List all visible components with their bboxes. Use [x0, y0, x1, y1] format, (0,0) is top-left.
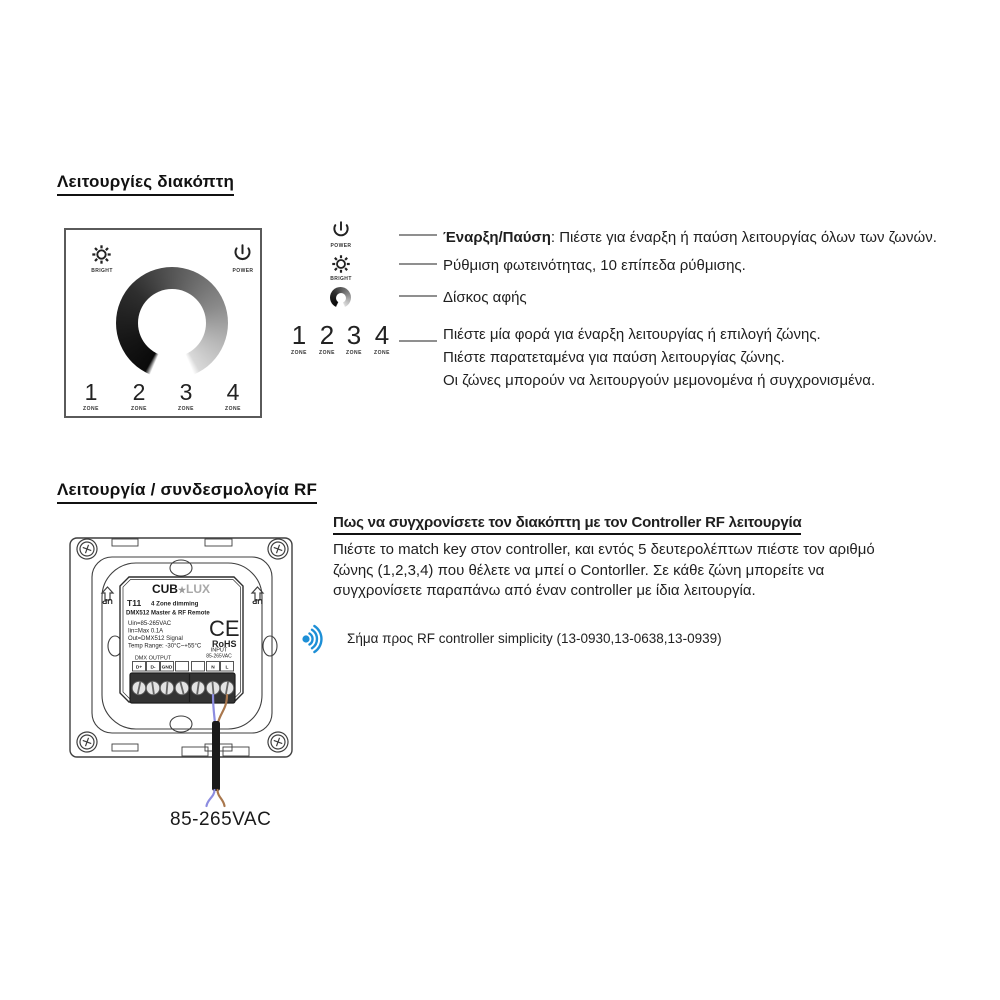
mount-hole-bottom: [170, 716, 192, 732]
legend-zone-4: 4 ZONE: [374, 320, 390, 356]
power-wires: [207, 695, 228, 806]
rf-signal-text: Σήμα προς RF controller simplicity (13-0930,13-0638,13-0939): [347, 631, 722, 646]
rf-sync-heading: Πως να συγχρονίσετε τον διακόπτη με τον Controller RF λειτουργία: [333, 514, 801, 535]
brightness-icon: [91, 244, 112, 265]
legend-bright-label: BRIGHT: [330, 276, 352, 282]
legend-power-label: POWER: [330, 243, 352, 249]
mount-hole-top: [170, 560, 192, 576]
svg-text:D-: D-: [150, 665, 156, 671]
spec-uin: Uin=85-265VAC: [128, 621, 172, 627]
legend-text-zone-3: Οι ζώνες μπορούν να λειτουργούν μεμονομένα ή συγχρονισμένα.: [443, 372, 876, 389]
svg-text:UP: UP: [252, 597, 263, 606]
power-icon: [232, 244, 253, 265]
input-voltage-label: 85-265VAC: [206, 653, 232, 660]
panel-zone-1: 1 ZONE: [83, 379, 99, 412]
connector-line: [399, 234, 437, 236]
ce-mark: CE: [209, 616, 240, 641]
legend-zone-3: 3 ZONE: [346, 320, 362, 356]
rohs-mark: RoHS: [212, 639, 237, 649]
legend-brightness-icon: [331, 254, 351, 274]
legend-text-power: Έναρξη/Παύση: Πιέστε για έναρξη ή παύση λειτουργίας όλων των ζωνών.: [443, 229, 937, 246]
dmx-output-label: DMX OUTPUT: [134, 655, 172, 662]
power-icon-label: POWER: [232, 268, 254, 274]
svg-text:GND: GND: [161, 665, 173, 671]
svg-text:UP: UP: [102, 597, 113, 606]
power-cable: [212, 721, 220, 791]
panel-zone-4: 4 ZONE: [225, 379, 241, 412]
brightness-icon-label: BRIGHT: [91, 268, 113, 274]
live-wire-tip: [218, 790, 225, 806]
device-subtitle: DMX512 Master & RF Remote: [126, 610, 210, 617]
legend-text-disc: Δίσκος αφής: [443, 289, 527, 306]
legend-zone-1: 1 ZONE: [291, 320, 307, 356]
neutral-wire-tip: [207, 790, 215, 806]
connector-line: [399, 263, 437, 265]
rf-body-line-2: ζώνης (1,2,3,4) που θέλετε να μπεί ο Contorller. Σε κάθε ζώνη μπορείτε να: [333, 561, 825, 579]
input-label: INPUT: [210, 647, 228, 654]
panel-zone-3: 3 ZONE: [178, 379, 194, 412]
spec-temp: Temp Range: -30°C~+55°C: [128, 643, 202, 650]
legend-zone-2: 2 ZONE: [319, 320, 335, 356]
legend-touch-disc-icon: [330, 287, 351, 308]
device-back-diagram: [62, 533, 302, 818]
model-desc: 4 Zone dimming: [151, 600, 199, 608]
spec-iin: Iin=Max 0.1A: [128, 628, 164, 635]
brand-logo: CUB★LUX: [151, 582, 211, 596]
mains-voltage-label: 85-265VAC: [170, 809, 272, 830]
legend-text-zone-2: Πιέστε παρατεταμένα για παύση λειτουργίας ζώνης.: [443, 349, 785, 366]
spec-out: Out=DMX512 Signal: [128, 636, 183, 642]
rf-body-line-1: Πιέστε το match key στον controller, και εντός 5 δευτερολέπτων πιέστε τον αριθμό: [333, 541, 875, 558]
rf-body-line-3: συγχρονίσετε παραπάνω από έναν controller με ίδια λειτουργία.: [333, 582, 756, 599]
panel-zone-2: 2 ZONE: [131, 379, 147, 412]
legend-power-icon: [331, 221, 351, 241]
connector-line: [399, 295, 437, 297]
dimmer-front-panel: [64, 228, 262, 418]
legend-text-bright: Ρύθμιση φωτεινότητας, 10 επίπεδα ρύθμισης.: [443, 257, 746, 274]
svg-text:D+: D+: [135, 665, 143, 671]
terminal-labels: [133, 662, 234, 672]
rf-signal-icon: [299, 622, 333, 656]
svg-text:N: N: [211, 665, 215, 671]
model-number: T11: [127, 598, 142, 608]
svg-text:L: L: [225, 665, 229, 671]
section2-heading: Λειτουργία / συνδεσμολογία RF: [57, 480, 317, 504]
connector-line: [399, 340, 437, 342]
up-arrow-left: [102, 587, 113, 606]
legend-text-zone-1: Πιέστε μία φορά για έναρξη λειτουργίας ή επιλογή ζώνης.: [443, 326, 821, 343]
mount-hole-right: [263, 636, 277, 656]
legend-text-power-bold: Έναρξη/Παύση: [443, 229, 551, 246]
touch-dial-ring: [116, 267, 228, 379]
terminal-block: [130, 673, 235, 703]
section1-heading: Λειτουργίες διακόπτη: [57, 172, 234, 196]
